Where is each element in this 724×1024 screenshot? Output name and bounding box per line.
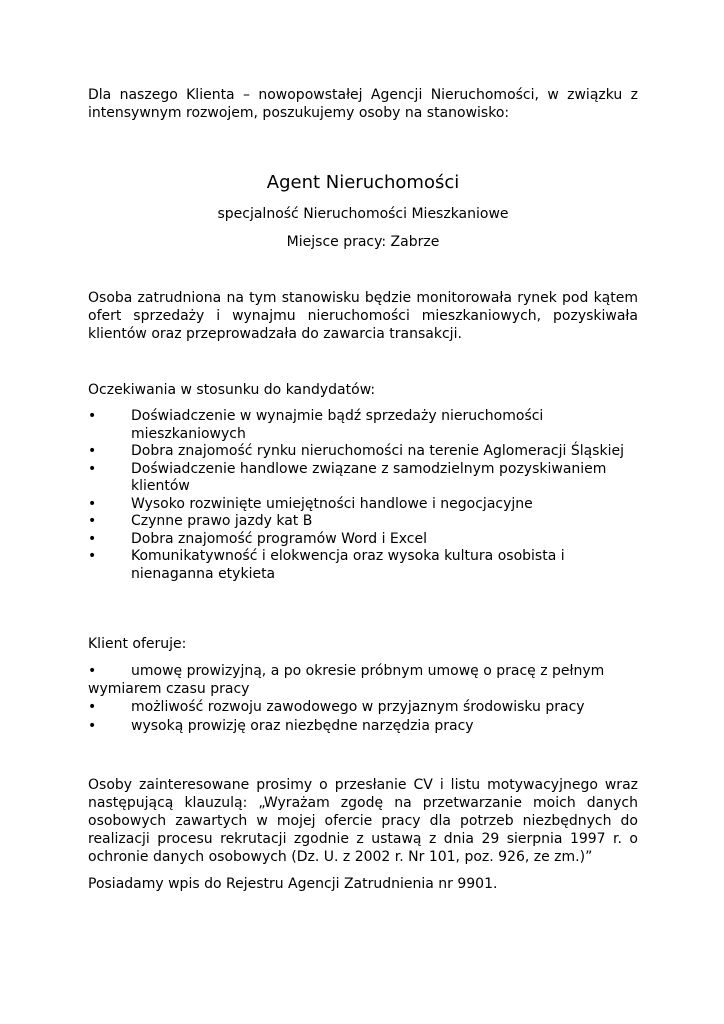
list-item [88,461,638,496]
job-description: Osoba zatrudniona na tym stanowisku będzie monitorowała rynek pod kątem ofert sprzedaży i wynajmu nieruchomości mieszkaniowych, pozyskiwała klientów oraz przeprowadzała do zawarcia transakcji. [88,290,638,342]
job-location: Miejsce pracy: Zabrze [286,234,440,250]
list-item [88,443,638,461]
list-item [88,717,638,736]
bullet-icon: • [88,513,97,529]
list-item [88,408,638,443]
offer-heading: Klient oferuje: [88,636,187,652]
list-item-text: Doświadczenie w wynajmie bądź sprzedaży nieruchomości mieszkaniowych [131,408,544,442]
job-title: Agent Nieruchomości [266,172,460,193]
list-item [88,531,638,549]
bullet-icon: • [88,663,97,679]
intro-paragraph: Dla naszego Klienta – nowopowstałej Agencji Nieruchomości, w związku z intensywnym rozwojem, poszukujemy osoby na stanowisko: [88,87,638,121]
list-item-text: wysoką prowizję oraz niezbędne narzędzia pracy [131,718,474,734]
registry-note: Posiadamy wpis do Rejestru Agencji Zatrudnienia nr 9901. [88,876,498,892]
list-item-text: możliwość rozwoju zawodowego w przyjaznym środowisku pracy [131,699,585,715]
list-item [88,662,638,698]
list-item-text: Wysoko rozwinięte umiejętności handlowe i negocjacyjne [131,495,533,512]
bullet-icon: • [88,495,97,512]
list-item-text: Czynne prawo jazdy kat B [131,513,313,529]
expectations-heading: Oczekiwania w stosunku do kandydatów: [88,382,376,398]
bullet-icon: • [88,408,97,424]
expectations-list [88,408,638,583]
list-item [88,513,638,531]
bullet-icon: • [88,530,97,547]
list-item-text: Dobra znajomość rynku nieruchomości na terenie Aglomeracji Śląskiej [131,443,624,459]
application-instructions: Osoby zainteresowane prosimy o przesłanie CV i listu motywacyjnego wraz następującą klauzulą: „Wyrażam zgodę na przetwarzanie moich danych osobowych zawartych w mojej ofercie pracy dla potrzeb niezbędnych do realizacji procesu rekrutacji zgodnie z ustawą z dnia 29 sierpnia 1997 r. o ochronie danych osobowych (Dz. U. z 2002 r. Nr 101, poz. 926, ze zm.)” [88,777,638,865]
bullet-icon: • [88,699,97,715]
bullet-icon: • [88,443,97,459]
offer-list [88,662,638,736]
list-item-text: Komunikatywność i elokwencja oraz wysoka kultura osobista i nienaganna etykieta [131,548,565,582]
job-specialty: specjalność Nieruchomości Mieszkaniowe [217,206,509,222]
bullet-icon: • [88,718,97,734]
list-item-text: Dobra znajomość programów Word i Excel [131,530,428,547]
list-item-text: umowę prowizyjną, a po okresie próbnym umowę o pracę z pełnym wymiarem czasu pracy [88,663,605,697]
list-item [88,548,638,583]
list-item-text: Doświadczenie handlowe związane z samodzielnym pozyskiwaniem klientów [131,460,607,494]
list-item [88,698,638,717]
document-page [88,86,638,893]
list-item [88,496,638,514]
offer-sublist [88,698,638,736]
bullet-icon: • [88,548,97,564]
bullet-icon: • [88,460,97,477]
